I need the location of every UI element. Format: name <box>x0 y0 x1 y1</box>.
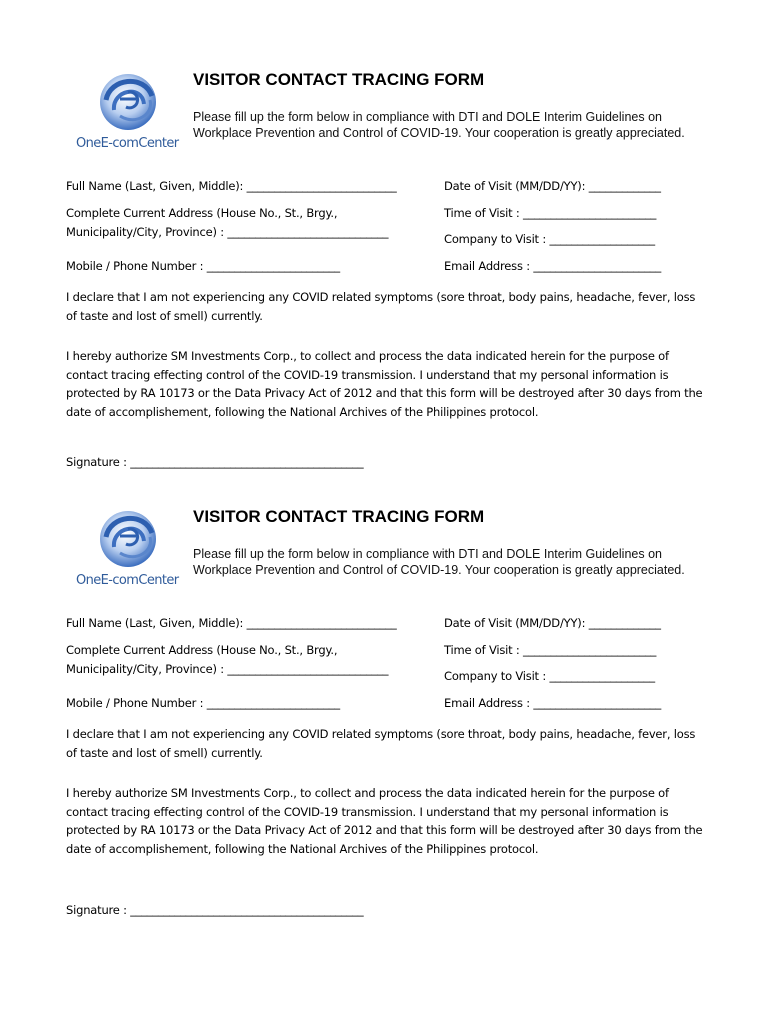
company-to-visit-field[interactable]: Company to Visit : ___________________ <box>444 669 655 683</box>
logo-text: OneE-comCenter <box>76 573 179 588</box>
signature-field[interactable]: Signature : __________________________________________ <box>66 455 364 469</box>
contact-tracing-form-2 <box>0 501 768 941</box>
form-title: VISITOR CONTACT TRACING FORM <box>193 507 485 526</box>
logo-text: OneE-comCenter <box>76 136 179 151</box>
health-declaration: I declare that I am not experiencing any COVID related symptoms (sore throat, body pains, headache, fever, loss of taste and lost of smell) currently. <box>66 290 696 323</box>
globe-logo-icon <box>98 507 160 573</box>
health-declaration: I declare that I am not experiencing any COVID related symptoms (sore throat, body pains, headache, fever, loss of taste and lost of smell) currently. <box>66 727 696 760</box>
form-intro: Please fill up the form below in compliance with DTI and DOLE Interim Guidelines on Workplace Prevention and Control of COVID-19. Your cooperation is greatly appreciated. <box>193 547 685 577</box>
address-field[interactable]: Municipality/City, Province) : _____________________________ <box>66 225 389 239</box>
address-field-label: Complete Current Address (House No., St., Brgy., <box>66 643 338 657</box>
date-of-visit-field[interactable]: Date of Visit (MM/DD/YY): _____________ <box>444 179 661 193</box>
company-logo <box>76 70 184 158</box>
signature-field[interactable]: Signature : __________________________________________ <box>66 903 364 917</box>
form-title: VISITOR CONTACT TRACING FORM <box>193 70 485 89</box>
time-of-visit-field[interactable]: Time of Visit : ________________________ <box>444 643 657 657</box>
company-to-visit-field[interactable]: Company to Visit : ___________________ <box>444 232 655 246</box>
address-field-label: Complete Current Address (House No., St., Brgy., <box>66 206 338 220</box>
email-field[interactable]: Email Address : _______________________ <box>444 259 661 273</box>
time-of-visit-field[interactable]: Time of Visit : ________________________ <box>444 206 657 220</box>
full-name-field[interactable]: Full Name (Last, Given, Middle): ___________________________ <box>66 179 397 193</box>
address-field[interactable]: Municipality/City, Province) : _____________________________ <box>66 662 389 676</box>
globe-logo-icon <box>98 70 160 136</box>
email-field[interactable]: Email Address : _______________________ <box>444 696 661 710</box>
mobile-number-field[interactable]: Mobile / Phone Number : ________________________ <box>66 696 340 710</box>
mobile-number-field[interactable]: Mobile / Phone Number : ________________________ <box>66 259 340 273</box>
form-intro: Please fill up the form below in compliance with DTI and DOLE Interim Guidelines on Workplace Prevention and Control of COVID-19. Your cooperation is greatly appreciated. <box>193 110 685 140</box>
contact-tracing-form-1 <box>0 64 768 504</box>
date-of-visit-field[interactable]: Date of Visit (MM/DD/YY): _____________ <box>444 616 661 630</box>
privacy-authorization: I hereby authorize SM Investments Corp., to collect and process the data indicated herein for the purpose of contact tracing effecting control of the COVID-19 transmission. I understand that my personal information is protected by RA 10173 or the Data Privacy Act of 2012 and that this form will be destroyed after 30 days from the date of accomplishement, following the National Archives of the Philippines protocol. <box>66 349 703 419</box>
privacy-authorization: I hereby authorize SM Investments Corp., to collect and process the data indicated herein for the purpose of contact tracing effecting control of the COVID-19 transmission. I understand that my personal information is protected by RA 10173 or the Data Privacy Act of 2012 and that this form will be destroyed after 30 days from the date of accomplishement, following the National Archives of the Philippines protocol. <box>66 786 703 856</box>
full-name-field[interactable]: Full Name (Last, Given, Middle): ___________________________ <box>66 616 397 630</box>
company-logo <box>76 507 184 595</box>
